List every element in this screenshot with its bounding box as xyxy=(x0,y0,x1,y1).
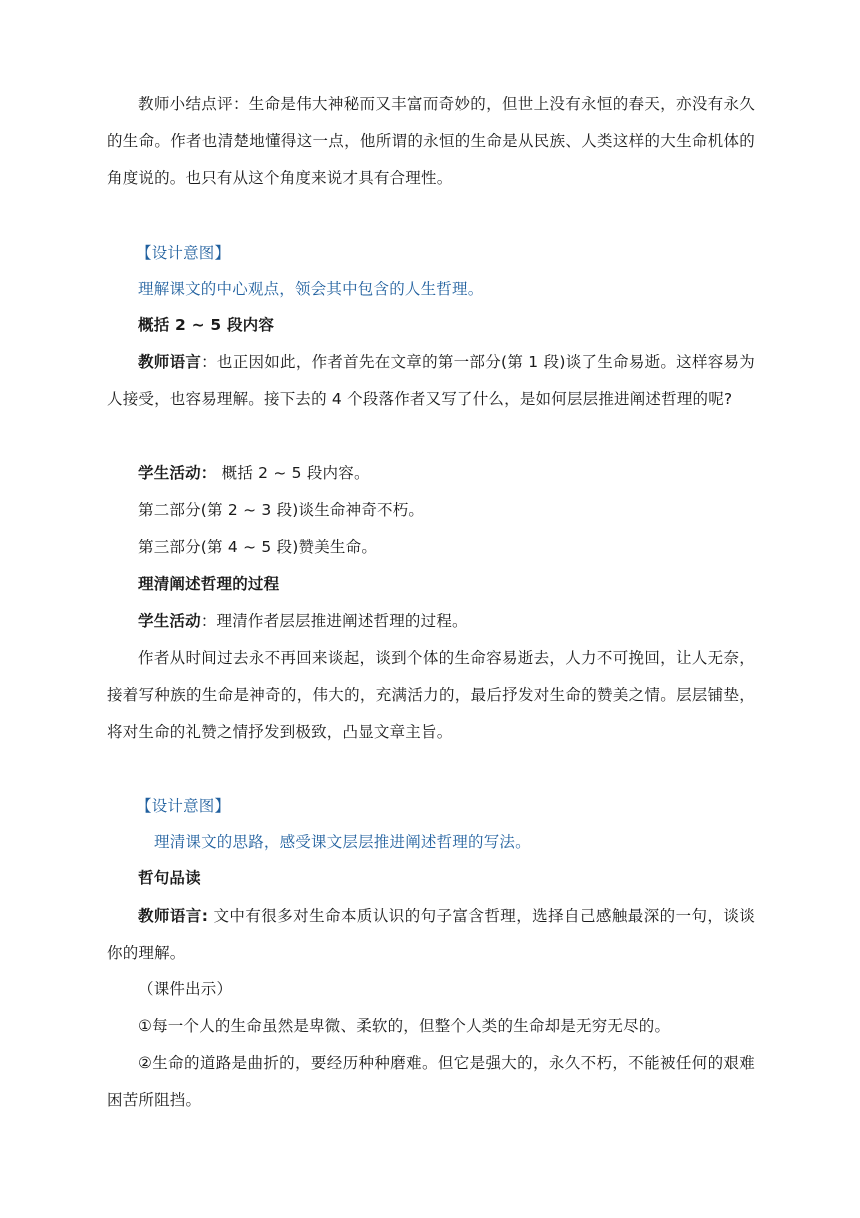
student-activity-label-2: 学生活动 xyxy=(138,612,201,630)
student-activity-text-2: ：理清作者层层推进阐述哲理的过程。 xyxy=(200,612,468,630)
part-two-line: 第二部分(第 2 ~ 3 段)谈生命神奇不朽。 xyxy=(138,501,425,519)
teacher-language-text: ：也正因如此，作者首先在文章的第一部分(第 1 段)谈了生命易逝。这样容易为人接受，也容易理解。接下去的 4 个段落作者又写了什么，是如何层层推进阐述哲理的呢? xyxy=(107,353,755,408)
teacher-language-label: 教师语言 xyxy=(138,353,202,371)
courseware-note: （课件出示） xyxy=(138,980,233,998)
teacher-language-paragraph-1 xyxy=(107,344,755,418)
student-activity-1 xyxy=(138,455,370,492)
section-heading-summarize: 概括 2 ~ 5 段内容 xyxy=(138,316,275,334)
student-activity-2 xyxy=(138,603,468,640)
design-intent-heading-1: 【设计意图】 xyxy=(136,244,231,262)
quote-item-1: ①每一个人的生命虽然是卑微、柔软的，但整个人类的生命却是无穷无尽的。 xyxy=(138,1017,671,1035)
teacher-language-text-2: 文中有很多对生命本质认识的句子富含哲理，选择自己感触最深的一句，谈谈你的理解。 xyxy=(107,907,755,962)
section-heading-reading: 哲句品读 xyxy=(138,869,201,887)
design-intent-text-2: 理清课文的思路，感受课文层层推进阐述哲理的写法。 xyxy=(154,833,531,851)
quote-item-2: ②生命的道路是曲折的，要经历种种磨难。但它是强大的，永久不朽，不能被任何的艰难困苦所阻挡。 xyxy=(107,1054,755,1109)
teacher-language-paragraph-2 xyxy=(107,898,755,972)
student-activity-label: 学生活动： xyxy=(138,464,217,482)
process-explanation-paragraph: 作者从时间过去永不再回来谈起，谈到个体的生命容易逝去，人力不可挽回，让人无奈，接着写种族的生命是神奇的，伟大的，充满活力的，最后抒发对生命的赞美之情。层层铺垫，将对生命的礼赞之情抒发到极致，凸显文章主旨。 xyxy=(107,649,755,741)
section-heading-process: 理清阐述哲理的过程 xyxy=(138,575,280,593)
teacher-summary-paragraph: 教师小结点评：生命是伟大神秘而又丰富而奇妙的，但世上没有永恒的春天，亦没有永久的生命。作者也清楚地懂得这一点，他所谓的永恒的生命是从民族、人类这样的大生命机体的角度说的。也只有从这个角度来说才具有合理性。 xyxy=(107,95,755,187)
part-three-line: 第三部分(第 4 ~ 5 段)赞美生命。 xyxy=(138,538,378,556)
design-intent-heading-2: 【设计意图】 xyxy=(136,797,231,815)
student-activity-text: 概括 2 ~ 5 段内容。 xyxy=(216,464,370,482)
teacher-language-label-2: 教师语言: xyxy=(138,907,209,925)
design-intent-text-1: 理解课文的中心观点，领会其中包含的人生哲理。 xyxy=(138,280,484,298)
